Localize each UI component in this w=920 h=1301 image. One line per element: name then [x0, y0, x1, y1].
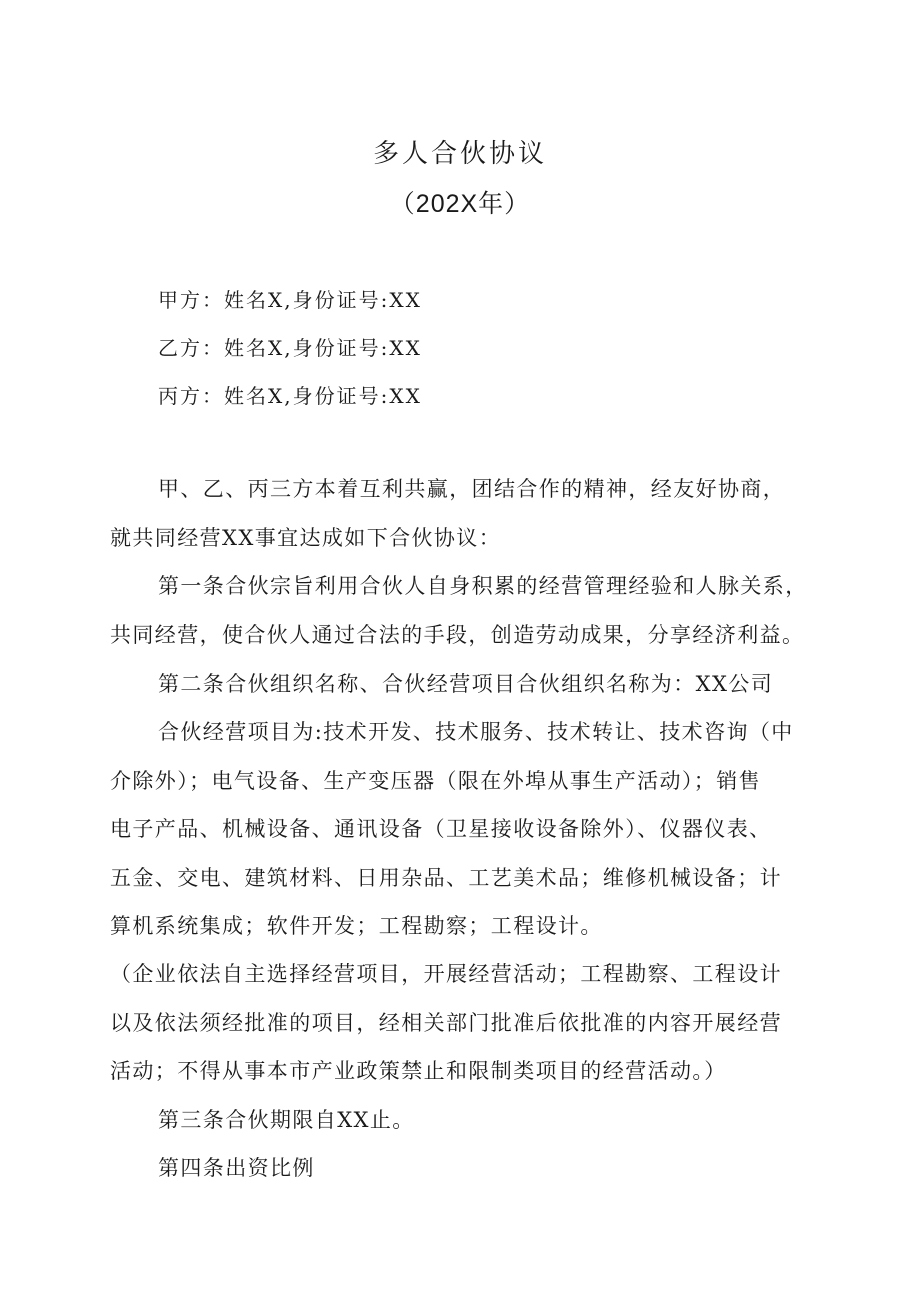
note-line-1: （企业依法自主选择经营项目，开展经营活动；工程勘察、工程设计 [110, 962, 782, 986]
document-title: 多人合伙协议 [372, 139, 547, 169]
party-b: 乙方：姓名X,身份证号:XX [158, 336, 422, 360]
preamble-line-2: 就共同经营XX事宜达成如下合伙协议： [110, 526, 502, 550]
article-1-line-1: 第一条合伙宗旨利用合伙人自身积累的经营管理经验和人脉关系， [158, 574, 808, 598]
business-scope-line-5: 算机系统集成；软件开发；工程勘察；工程设计。 [110, 914, 603, 938]
document-year: （202X年） [389, 190, 531, 218]
article-1-line-2: 共同经营，使合伙人通过合法的手段，创造劳动成果，分享经济利益。 [110, 623, 805, 647]
article-3: 第三条合伙期限自XX止。 [158, 1108, 415, 1132]
preamble-line-1: 甲、乙、丙三方本着互利共赢，团结合作的精神，经友好协商， [158, 477, 786, 501]
article-2-line-1: 第二条合伙组织名称、合伙经营项目合伙组织名称为：XX公司 [158, 672, 774, 696]
article-4: 第四条出资比例 [158, 1156, 315, 1180]
note-line-3: 活动；不得从事本市产业政策禁止和限制类项目的经营活动。） [110, 1059, 727, 1083]
business-scope-line-2: 介除外）；电气设备、生产变压器（限在外埠从事生产活动）；销售 [110, 769, 761, 793]
note-line-2: 以及依法须经批准的项目，经相关部门批准后依批准的内容开展经营 [110, 1011, 782, 1035]
business-scope-line-3: 电子产品、机械设备、通讯设备（卫星接收设备除外）、仪器仪表、 [110, 817, 772, 841]
business-scope-line-1: 合伙经营项目为:技术开发、技术服务、技术转让、技术咨询（中 [158, 720, 794, 744]
party-a: 甲方：姓名X,身份证号:XX [158, 288, 422, 312]
business-scope-line-4: 五金、交电、建筑材料、日用杂品、工艺美术品；维修机械设备；计 [110, 866, 782, 890]
party-c: 丙方：姓名X,身份证号:XX [158, 384, 422, 408]
